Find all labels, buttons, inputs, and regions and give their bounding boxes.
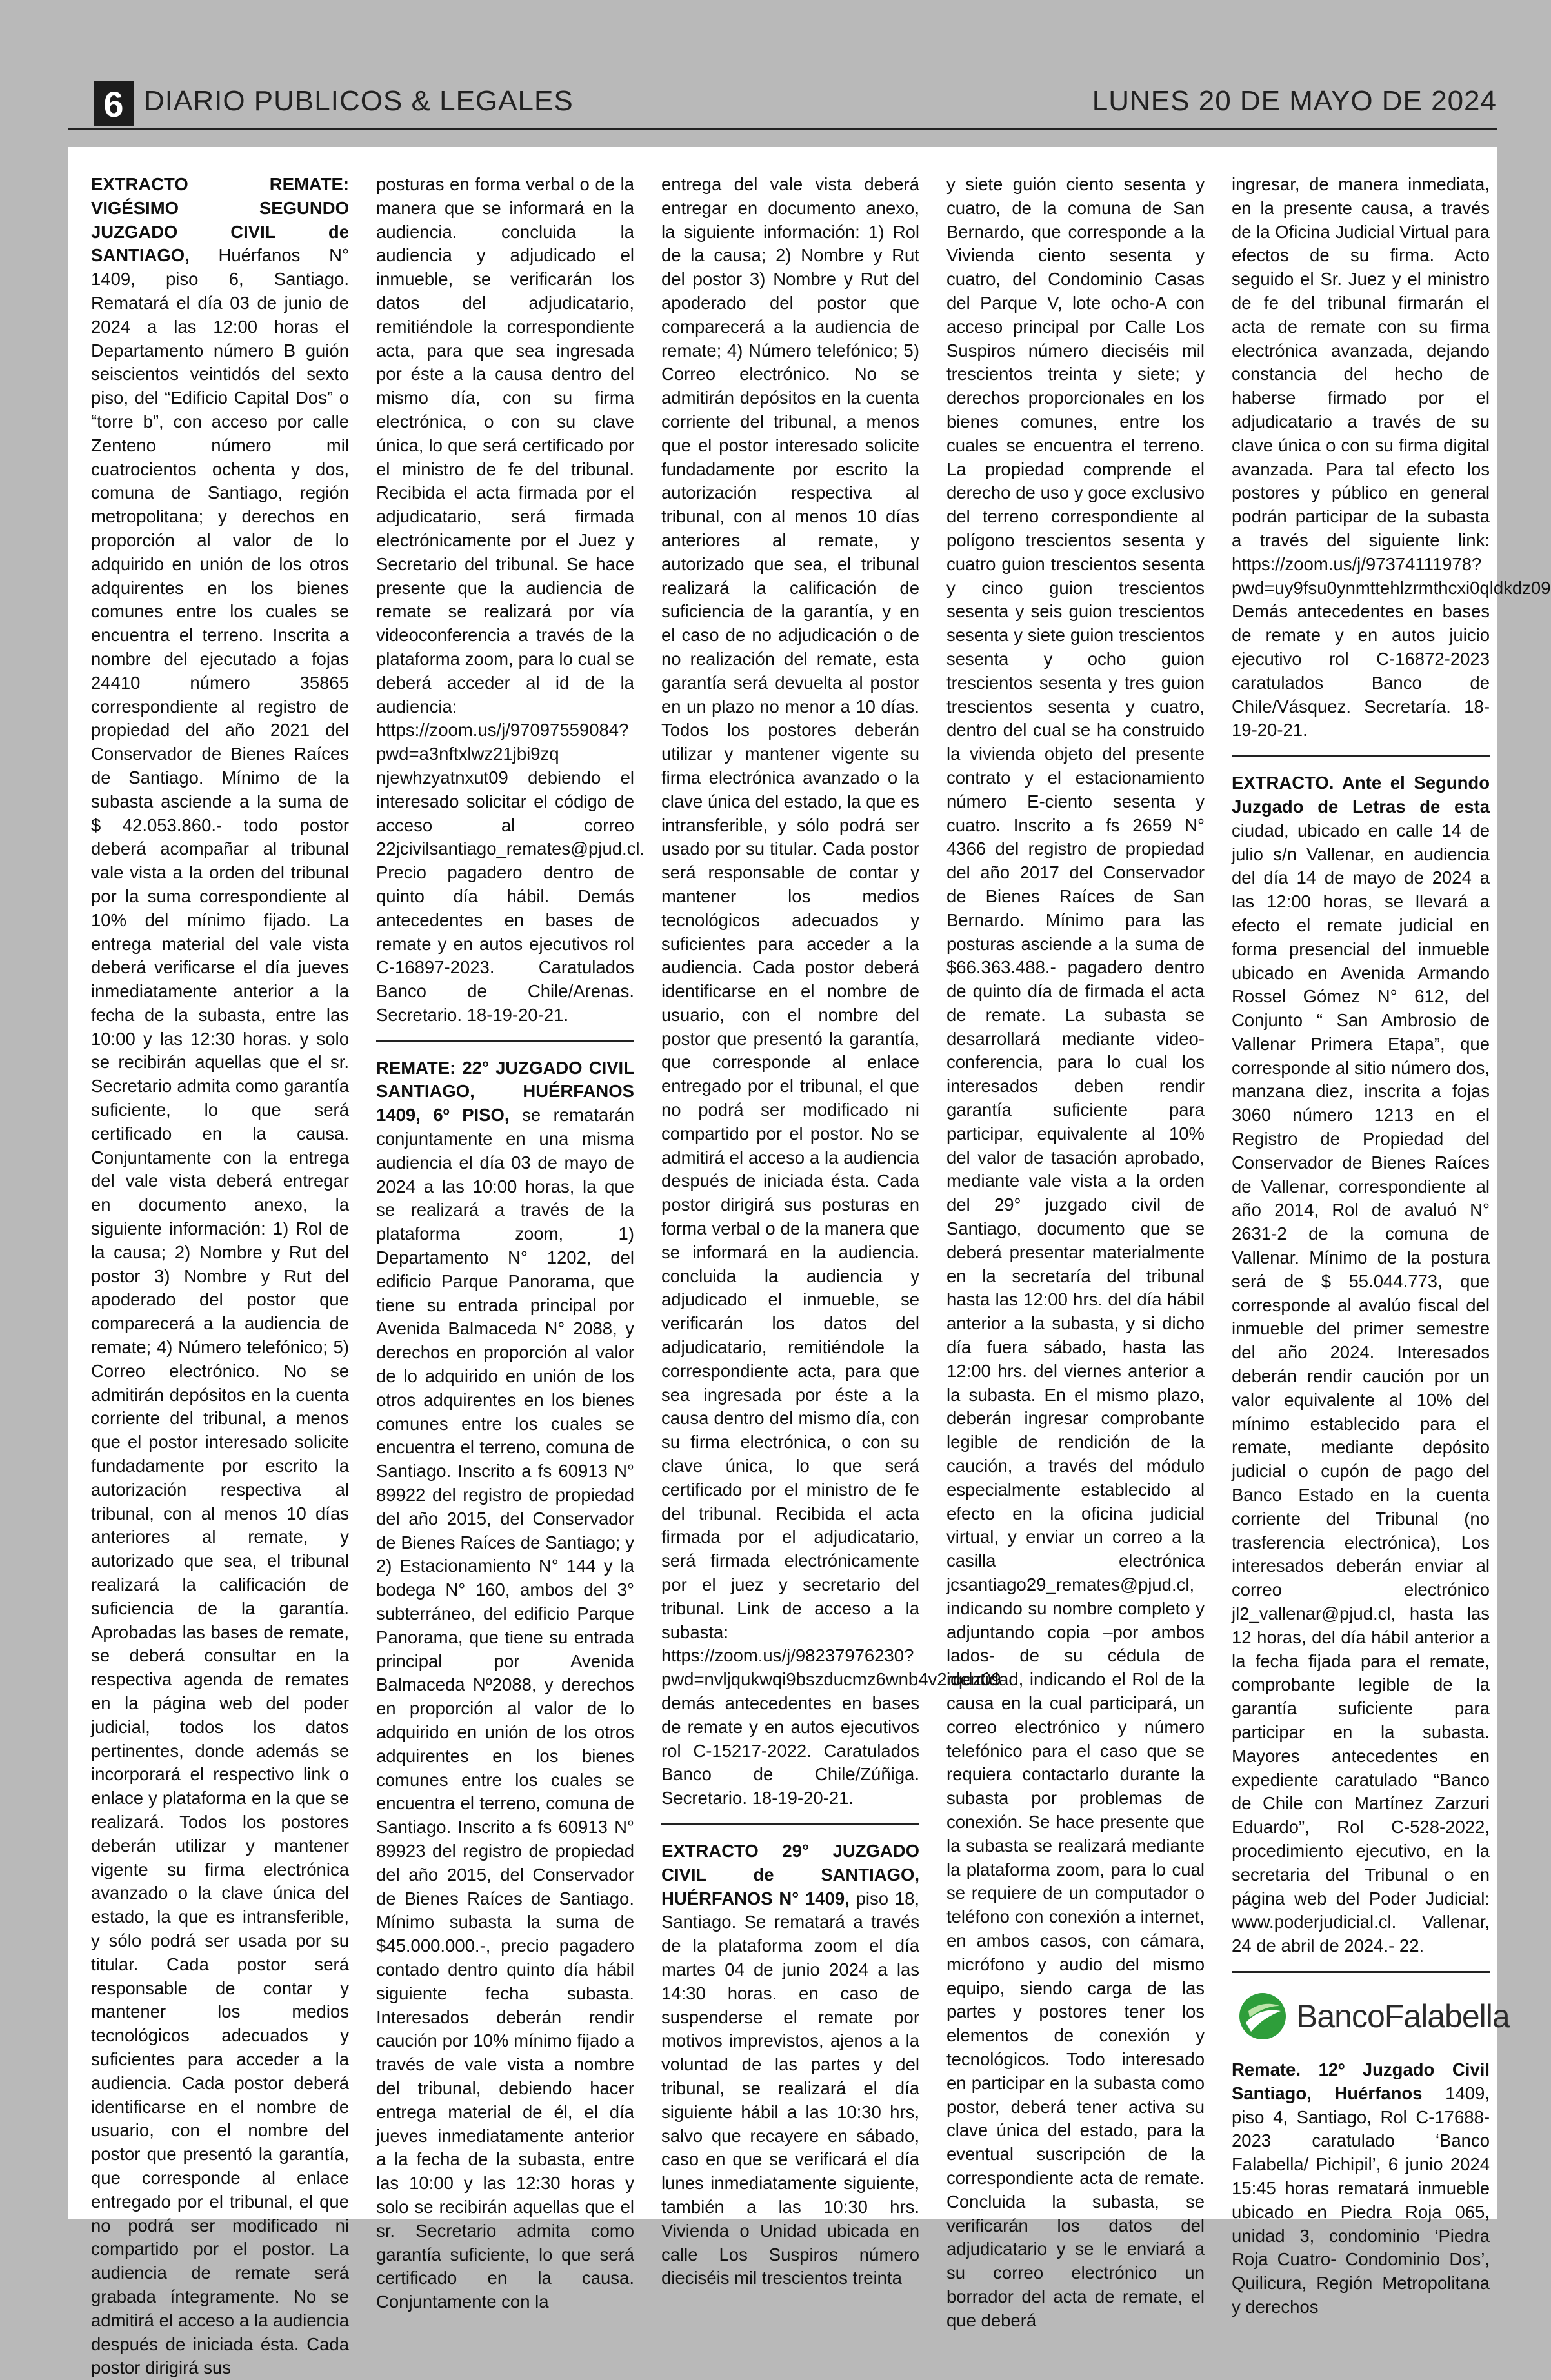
falabella-swoosh-icon <box>1238 1992 1287 2041</box>
notice-extracto-29-civil <box>661 1840 919 2290</box>
column-3 <box>661 173 1001 2288</box>
notice-remate-22-civil <box>91 173 349 2380</box>
notice-body: 1409, piso 4, Santiago, Rol C-17688-2023 caratulado ‘Banco Falabella/ Pichipil’, 6 junio 2024 15:45 horas rematará inmueble ubicado en Piedra Roja 065, unidad 3, condominio ‘Piedra Roja Cuatro- Condominio Dos’, Quilicura, Región Metropolitana y derechos <box>1232 2083 1490 2317</box>
column-4 <box>946 173 1205 2330</box>
notice-remate-22-civil-parque-panorama <box>376 1056 634 2314</box>
notice-divider <box>661 1823 919 1825</box>
notice-remate-12-civil <box>1232 2058 1490 2319</box>
notice-continuation: posturas en forma verbal o de la manera que se informará en la audiencia. concluida la audiencia y adjudicado el inmueble, se verificarán los datos del adjudicatario, remitiéndole la correspondiente acta, para que sea ingresada por éste a la causa dentro del mismo día, con su firma electrónica, o con su clave única, lo que será certificado por el ministro de fe del tribunal. Recibida el acta firmada por el adjudicatario, será firmada electrónicamente por el Juez y Secretario del tribunal. Se hace presente que la audiencia de remate se realizará por vía videoconferencia a través de la plataforma zoom, para lo cual se deberá acceder al id de la audiencia: https://zoom.us/j/97097559084?pwd=a3nftxlwz21jbi9zq njewhzyatnxut09 debiendo el interesado solicitar el código de acceso al correo 22jcivilsantiago_remates@pjud.cl. Precio pagadero dentro de quinto día hábil. Demás antecedentes en bases de remate y en autos ejecutivos rol C-16897-2023. Caratulados Banco de Chile/Arenas. Secretario. 18-19-20-21. <box>376 174 645 1025</box>
notice-body: ciudad, ubicado en calle 14 de julio s/n Vallenar, en audiencia del día 14 de mayo de 2024 a las 12:00 horas, se llevará a efecto el remate judicial en forma presencial del inmueble ubicado en Avenida Armando Rossel Gómez N° 612, del Conjunto “ San Ambrosio de Vallenar Primera Etapa”, que corresponde al sitio número dos, manzana diez, inscrita a fojas 3060 número 1213 en el Registro de Propiedad del Conservador de Bienes Raíces de Vallenar, correspondiente al año 2014, Rol de avaluó N° 2631-2 de la comuna de Vallenar. Mínimo de la postura será de $ 55.044.773, que corresponde al avalúo fiscal del inmueble del primer semestre del año 2024. Interesados deberán rendir caución por un valor equivalente al 10% del mínimo establecido para el remate, mediante depósito judicial o cupón de pago del Banco Estado en la cuenta corriente del Tribunal (no trasferencia electrónica), Los interesados deberán enviar al correo electrónico jl2_vallenar@pjud.cl, hasta las 12 horas, del día hábil anterior a la fecha fijada para el remate, comprobante legible de la garantía suficiente para participar en la subasta. Mayores antecedentes en expediente caratulado “Banco de Chile con Martínez Zarzuri Eduardo”, Rol C-528-2022, procedimiento ejecutivo, en la secretaria del Tribunal o en página web del Poder Judicial: www.poderjudicial.cl. Vallenar, 24 de abril de 2024.- 22. <box>1232 820 1490 1956</box>
page-number: 6 <box>94 81 134 126</box>
notice-divider <box>1232 1971 1490 1973</box>
notice-continuation: y siete guión ciento sesenta y cuatro, de la comuna de San Bernardo, que corresponde a la Vivienda ciento sesenta y cuatro, del Condominio Casas del Parque V, lote ocho-A con acceso principal por Calle Los Suspiros número dieciséis mil trescientos treinta y siete; y derechos proporcionales en los bienes comunes, entre los cuales se encuentra el terreno. La propiedad comprende el derecho de uso y goce exclusivo del terreno correspondiente al polígono trescientos sesenta y cuatro guion trescientos sesenta y cinco guion trescientos sesenta y seis guion trescientos sesenta y siete guion trescientos sesenta y ocho guion trescientos sesenta y tres guion trescientos sesenta y cuatro, dentro del cual se ha construido la vivienda objeto del presente contrato y el estacionamiento número E-ciento sesenta y cuatro. Inscrito a fs 2659 N° 4366 del registro de propiedad del año 2017 del Conservador de Bienes Raíces de San Bernardo. Mínimo para las posturas asciende a la suma de $66.363.488.- pagadero dentro de quinto día de firmada el acta de remate. La subasta se desarrollará mediante video-conferencia, para lo cual los interesados deben rendir garantía suficiente para participar, equivalente al 10% del valor de tasación aprobado, mediante vale vista a la orden del 29° juzgado civil de Santiago, documento que se deberá presentar materialmente en la secretaría del tribunal hasta las 12:00 hrs. del día hábil anterior a la subasta, y si dicho día fuera sábado, hasta las 12:00 hrs. del viernes anterior a la subasta. En el mismo plazo, deberán ingresar comprobante legible de rendición de la caución, a través del módulo especialmente establecido al efecto en la oficina judicial virtual, y enviar un correo a la casilla electrónica jcsantiago29_remates@pjud.cl, indicando su nombre completo y adjuntando copia –por ambos lados- de su cédula de identidad, indicando el Rol de la causa en la cual participará, un correo electrónico y número telefónico para el caso que se requiera contactarlo durante la subasta por problemas de conexión. Se hace presente que la subasta se realizará mediante la plataforma zoom, para lo cual se requiere de un computador o teléfono con conexión a internet, en ambos casos, con cámara, micrófono y audio del mismo equipo, siendo carga de las partes y postores tener los elementos de conexión y tecnológicos. Todo interesado en participar en la subasta como postor, deberá tener activa su clave única del estado, para la eventual suscripción de la correspondiente acta de remate. Concluida la subasta, se verificarán los datos del adjudicatario y se le enviará a su correo electrónico un borrador del acta de remate, el que deberá <box>946 174 1205 2330</box>
issue-date: LUNES 20 DE MAYO DE 2024 <box>1092 85 1497 117</box>
notice-continuation: ingresar, de manera inmediata, en la presente causa, a través de la Oficina Judicial Virtual para efectos de su firma. Acto seguido el Sr. Juez y el ministro de fe del tribunal firmarán el acta de remate con su firma electrónica avanzada, dejando constancia del hecho de haberse firmado por el adjudicatario a través de su clave única o con su firma digital avanzada. Para tal efecto los postores y público en general podrán participar de la subasta a través del siguiente link: https://zoom.us/j/97374111978?pwd=uy9fsu0ynmttehlzrmthcxi0qldkdz09 Demás antecedentes en bases de remate y en autos juicio ejecutivo rol C-16872-2023 caratulados Banco de Chile/Vásquez. Secretaría. 18-19-20-21. <box>1232 174 1551 740</box>
publication-title: DIARIO PUBLICOS & LEGALES <box>144 85 574 117</box>
notice-body: Huérfanos N° 1409, piso 6, Santiago. Rematará el día 03 de junio de 2024 a las 12:00 horas el Departamento número B guión seiscientos veintidós del sexto piso, del “Edificio Capital Dos” o “torre b”, con acceso por calle Zenteno número mil cuatrocientos ochenta y dos, comuna de Santiago, región metropolitana; y derechos en proporción al valor de lo adquirido en unión de los otros adquirentes en los bienes comunes entre los cuales se encuentra el terreno. Inscrita a nombre del ejecutado a fojas 24410 número 35865 correspondiente al registro de propiedad del año 2021 del Conservador de Bienes Raíces de Santiago. Mínimo de la subasta asciende a la suma de $ 42.053.860.- todo postor deberá acompañar al tribunal vale vista a la orden del tribunal por la suma correspondiente al 10% del mínimo fijado. La entrega material del vale vista deberá verificarse el día jueves inmediatamente anterior a la fecha de la subasta, entre las 10:00 y las 12:30 horas. y solo se recibirán aquellas que el sr. Secretario admita como garantía suficiente, lo que será certificado en la causa. Conjuntamente con la entrega del vale vista deberá entregar en documento anexo, la siguiente información: 1) Rol de la causa; 2) Nombre y Rut del postor 3) Nombre y Rut del apoderado del postor que comparecerá a la audiencia de remate; 4) Número telefónico; 5) Correo electrónico. No se admitirán depósitos en la cuenta corriente del tribunal, a menos que el postor interesado solicite fundadamente por escrito la autorización respectiva al tribunal, con al menos 10 días anteriores al remate, y autorizado que sea, el tribunal realizará la calificación de suficiencia de la garantía. Aprobadas las bases de remate, se deberá consultar en la respectiva agenda de remates en la página web del poder judicial, todos los datos pertinentes, donde además se incorporará el respectivo link o enlace y plataforma en la que se realizará. Todos los postores deberán utilizar y mantener vigente su firma electrónica avanzado o la clave única del estado, la que es intransferible, y sólo podrá ser usada por su titular. Cada postor será responsable de contar y mantener los medios tecnológicos adecuados y suficientes para acceder a la audiencia. Cada postor deberá identificarse en el nombre de usuario, con el nombre del postor que presentó la garantía, que corresponde al enlace entregado por el tribunal, el que no podrá ser modificado ni compartido por el postor. La audiencia de remate será grabada íntegramente. No se admitirá el acceso a la audiencia después de iniciada ésta. Cada postor dirigirá sus <box>91 245 349 2378</box>
column-2 <box>376 173 645 2312</box>
logo-wordmark: BancoFalabella <box>1296 1998 1510 2034</box>
notice-heading: EXTRACTO REMATE: VIGÉSIMO SEGUNDO JUZGADO CIVIL de SANTIAGO, <box>91 174 349 266</box>
notice-heading: EXTRACTO 29° JUZGADO CIVIL de SANTIAGO, HUÉRFANOS N° 1409, <box>661 1840 919 1909</box>
notice-extracto-vallenar <box>1232 771 1490 1958</box>
page-header <box>68 76 1497 130</box>
notice-heading: EXTRACTO. Ante el Segundo Juzgado de Letras de esta <box>1232 773 1490 817</box>
notice-divider <box>376 1040 634 1042</box>
notice-continuation: entrega del vale vista deberá entregar en documento anexo, la siguiente información: 1) Rol de la causa; 2) Nombre y Rut del postor 3) Nombre y Rut del apoderado del postor que comparecerá a la audiencia de remate; 4) Número telefónico; 5) Correo electrónico. No se admitirán depósitos en la cuenta corriente del tribunal, a menos que el postor interesado solicite fundadamente por escrito la autorización respectiva al tribunal, con al menos 10 días anteriores al remate, y autorizado que sea, el tribunal realizará la calificación de suficiencia de la garantía, y en el caso de no adjudicación o de no realización del remate, esta garantía será devuelta al postor en un plazo no menor a 10 días. Todos los postores deberán utilizar y mantener vigente su firma electrónica avanzado o la clave única del estado, la que es intransferible, y sólo podrá ser usado por su titular. Cada postor será responsable de contar y mantener los medios tecnológicos adecuados y suficientes para acceder a la audiencia. Cada postor deberá identificarse en el nombre de usuario, con el nombre del postor que presentó la garantía, que corresponde al enlace entregado por el tribunal, el que no podrá ser modificado ni compartido por el postor. No se admitirá el acceso a la audiencia después de iniciada ésta. Cada postor dirigirá sus posturas en forma verbal o de la manera que se informará en la audiencia. concluida la audiencia y adjudicado el inmueble, se verificarán los datos del adjudicatario, remitiéndole la correspondiente acta, para que sea ingresada por éste a la causa dentro del mismo día, con su firma electrónica, o con su clave única, lo que será certificado por el ministro de fe del tribunal. Recibida el acta firmada por el adjudicatario, será firmada electrónicamente por el juez y secretario del tribunal. Link de acceso a la subasta: https://zoom.us/j/98237976230?pwd=nvljqukwqi9bszducmz6wnb4v2rqdz09 demás antecedentes en bases de remate y en autos ejecutivos rol C-15217-2022. Caratulados Banco de Chile/Zúñiga. Secretario. 18-19-20-21. <box>661 174 1001 1809</box>
notice-heading: Remate. 12º Juzgado Civil Santiago, Huérfanos <box>1232 2059 1490 2103</box>
notice-divider <box>1232 755 1490 757</box>
newspaper-page <box>68 147 1551 2378</box>
banco-falabella-logo <box>1238 1987 1510 2045</box>
notice-body: piso 18, Santiago. Se rematará a través de la plataforma zoom el día martes 04 de junio 2024 a las 14:30 horas. en caso de suspenderse el remate por motivos imprevistos, ajenos a la voluntad de las partes y del tribunal, se realizará el día siguiente hábil a las 10:30 hrs, salvo que recayere en sábado, caso en que se verificará el día lunes inmediatamente siguiente, también a las 10:30 hrs. Vivienda o Unidad ubicada en calle Los Suspiros número dieciséis mil trescientos treinta <box>661 1888 920 2288</box>
notice-body: se rematarán conjuntamente en una misma audiencia el día 03 de mayo de 2024 a las 10:00 horas, la que se realizará a través de la plataforma zoom, 1) Departamento N° 1202, del edificio Parque Panorama, que tiene su entrada principal por Avenida Balmaceda N° 2088, y derechos en proporción al valor de lo adquirido en unión de los otros adquirentes en los bienes comunes entre los cuales se encuentra el terreno, comuna de Santiago. Inscrito a fs 60913 N° 89922 del registro de propiedad del año 2015, del Conservador de Bienes Raíces de Santiago; y 2) Estacionamiento N° 144 y la bodega N° 160, ambos del 3° subterráneo, del edificio Parque Panorama, que tiene su entrada principal por Avenida Balmaceda Nº2088, y derechos en proporción al valor de lo adquirido en unión de los otros adquirentes en los bienes comunes entre los cuales se encuentra el terreno, comuna de Santiago. Inscrito a fs 60913 N° 89923 del registro de propiedad del año 2015, del Conservador de Bienes Raíces de Santiago. Mínimo subasta la suma de $45.000.000.-, precio pagadero contado dentro quinto día hábil siguiente fecha subasta. Interesados deberán rendir caución por 10% mínimo fijado a través de vale vista a nombre del tribunal, debiendo hacer entrega material de él, el día jueves inmediatamente anterior a la fecha de la subasta, entre las 10:00 y las 12:30 horas y solo se recibirán aquellas que el sr. Secretario admita como garantía suficiente, lo que será certificado en la causa. Conjuntamente con la <box>376 1105 634 2312</box>
column-1 <box>91 173 349 2378</box>
column-5 <box>1232 173 1551 2317</box>
notice-heading: REMATE: 22° JUZGADO CIVIL SANTIAGO, HUÉRFANOS 1409, 6º PISO, <box>376 1057 634 1126</box>
